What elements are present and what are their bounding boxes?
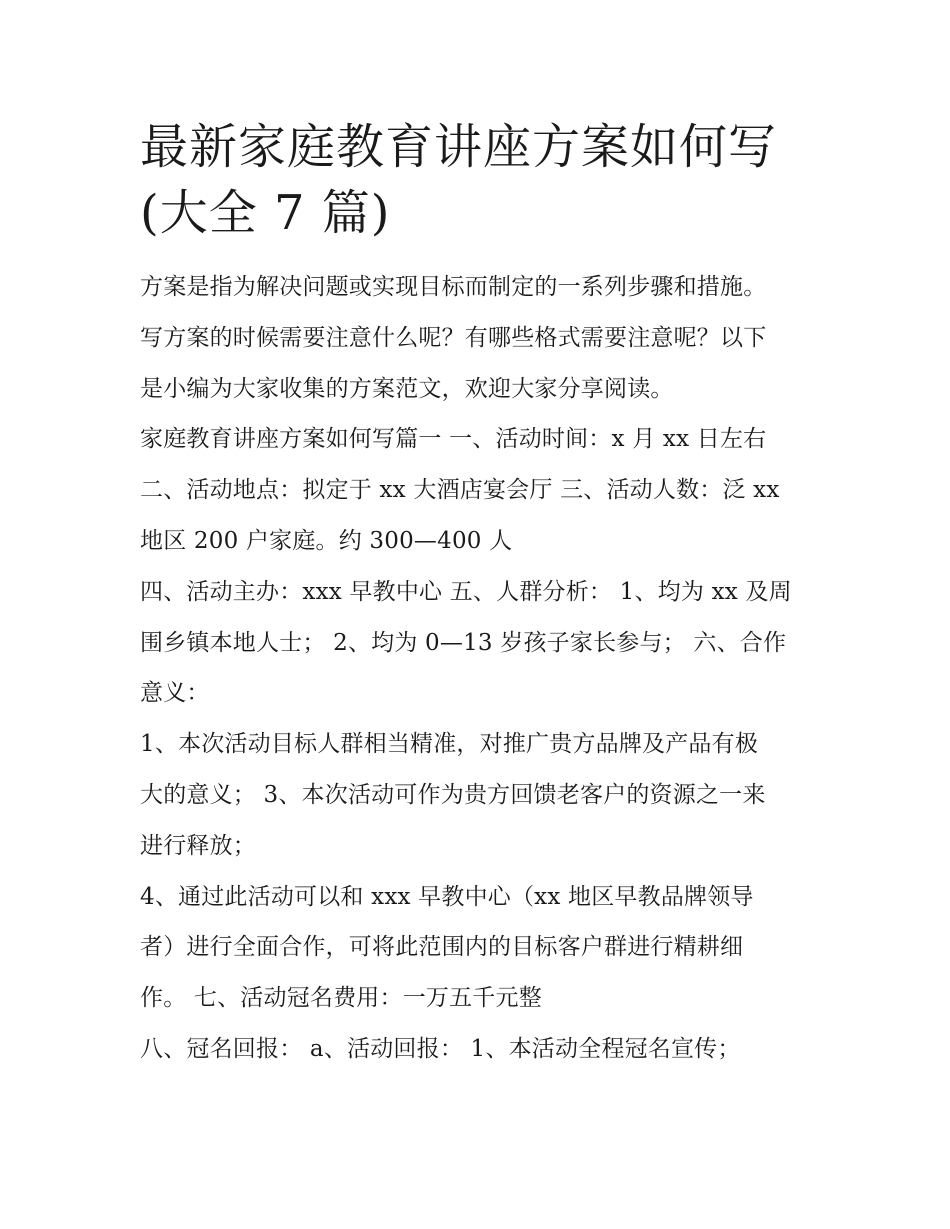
document-title xyxy=(140,0,820,246)
text-line: 四、活动主办：xxx 早教中心 五、人群分析： 1、均为 xx 及周 xyxy=(140,578,792,605)
text-line: 意义： xyxy=(140,680,210,707)
document-body xyxy=(140,262,820,1075)
text-line: 二、活动地点：拟定于 xx 大酒店宴会厅 三、活动人数：泛 xx xyxy=(140,477,780,504)
title-line: 最新家庭教育讲座方案如何写 xyxy=(140,119,778,175)
text-line: 家庭教育讲座方案如何写篇一 一、活动时间：x 月 xx 日左右 xyxy=(140,426,767,453)
text-line: 作。 七、活动冠名费用：一万五千元整 xyxy=(140,985,542,1012)
text-line: 大的意义； 3、本次活动可作为贵方回馈老客户的资源之一来 xyxy=(140,781,766,808)
text-line: 进行释放； xyxy=(140,832,256,859)
text-line: 4、通过此活动可以和 xxx 早教中心（xx 地区早教品牌领导 xyxy=(140,883,754,910)
text-line: 是小编为大家收集的方案范文，欢迎大家分享阅读。 xyxy=(140,375,674,402)
text-line: 1、本次活动目标人群相当精准，对推广贵方品牌及产品有极 xyxy=(140,731,759,758)
text-line: 写方案的时候需要注意什么呢？有哪些格式需要注意呢？以下 xyxy=(140,324,767,351)
document-page xyxy=(140,0,820,1075)
text-line: 八、冠名回报： a、活动回报： 1、本活动全程冠名宣传； xyxy=(140,1035,741,1062)
text-line: 围乡镇本地人士； 2、均为 0—13 岁孩子家长参与； 六、合作 xyxy=(140,629,787,656)
text-line: 地区 200 户家庭。约 300—400 人 xyxy=(140,527,513,554)
text-line: 者）进行全面合作，可将此范围内的目标客户群进行精耕细 xyxy=(140,934,744,961)
text-line: 方案是指为解决问题或实现目标而制定的一系列步骤和措施。 xyxy=(140,274,767,300)
title-line: (大全 7 篇) xyxy=(140,185,391,241)
